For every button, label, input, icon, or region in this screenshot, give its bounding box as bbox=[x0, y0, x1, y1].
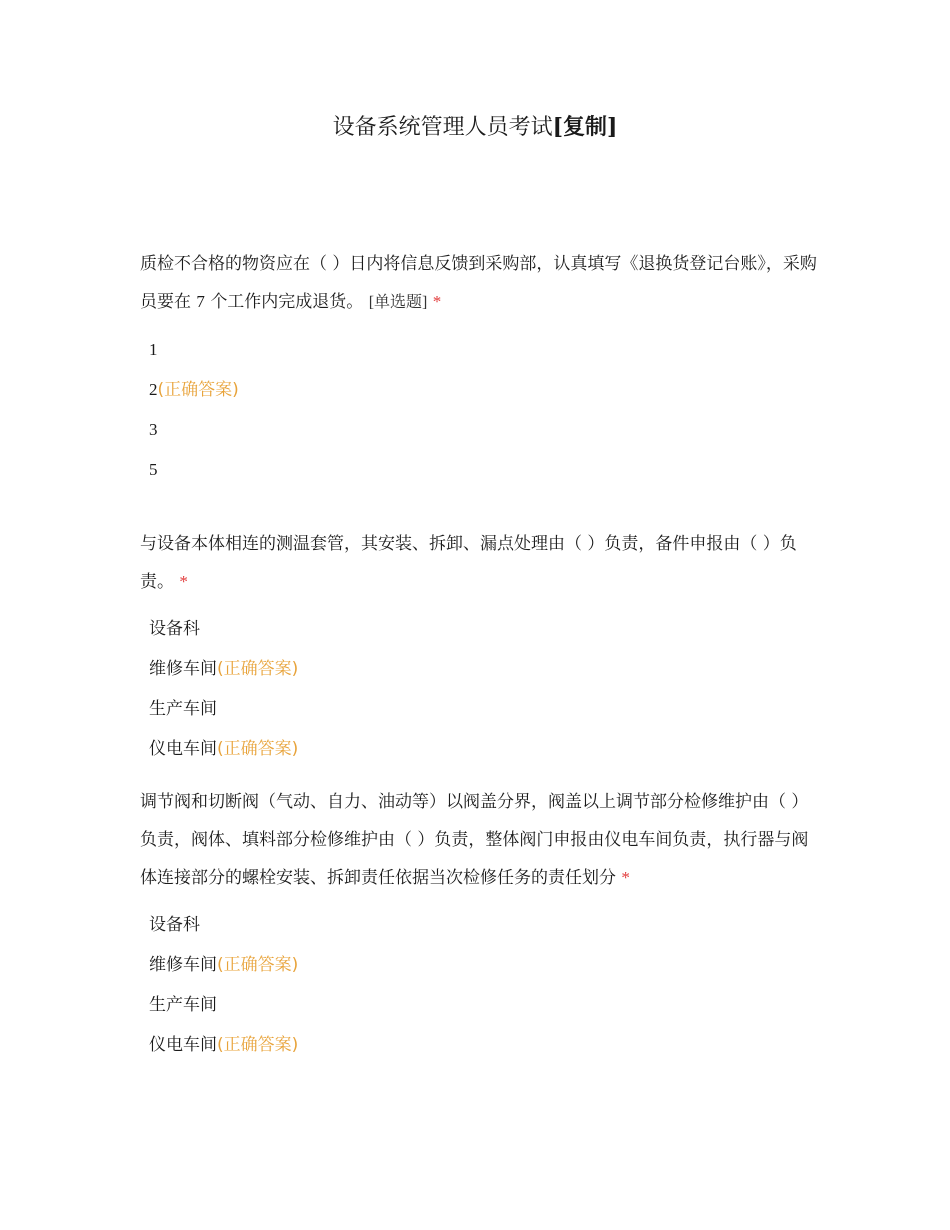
question-2 bbox=[140, 525, 820, 769]
required-mark: * bbox=[621, 868, 630, 887]
correct-answer-tag: (正确答案) bbox=[157, 380, 239, 400]
required-mark: * bbox=[432, 292, 442, 311]
option-item: 2(正确答案) bbox=[149, 380, 239, 400]
option-list bbox=[140, 609, 820, 769]
option-item: 3 bbox=[149, 420, 158, 439]
option-item: 仪电车间(正确答案) bbox=[149, 739, 299, 759]
title-suffix: [复制] bbox=[552, 114, 618, 140]
required-mark: * bbox=[179, 572, 188, 591]
correct-answer-tag: (正确答案) bbox=[217, 1035, 299, 1055]
question-text: 与设备本体相连的测温套管，其安装、拆卸、漏点处理由（ ）负责，备件申报由（ ）负责。 * bbox=[140, 534, 797, 592]
option-item: 1 bbox=[149, 340, 158, 359]
title-text: 设备系统管理人员考试 bbox=[332, 115, 553, 140]
question-text: 质检不合格的物资应在（ ）日内将信息反馈到采购部，认真填写《退换货登记台账》，采购员要在 7 个工作内完成退货。 [单选题] * bbox=[140, 254, 817, 312]
correct-answer-tag: (正确答案) bbox=[217, 659, 299, 679]
question-text: 调节阀和切断阀（气动、自力、油动等）以阀盖分界，阀盖以上调节部分检修维护由（ ）负责，阀体、填料部分检修维护由（ ）负责，整体阀门申报由仪电车间负责，执行器与阀体连接部分的螺栓安装、拆卸责任依据当次检修任务的责任划分 * bbox=[140, 792, 809, 888]
option-item: 仪电车间(正确答案) bbox=[149, 1035, 299, 1055]
correct-answer-tag: (正确答案) bbox=[217, 955, 299, 975]
page-title bbox=[0, 110, 950, 145]
option-item: 设备科 bbox=[149, 619, 200, 639]
option-item: 维修车间(正确答案) bbox=[149, 955, 299, 975]
option-item: 维修车间(正确答案) bbox=[149, 659, 299, 679]
option-item: 生产车间 bbox=[149, 995, 217, 1015]
option-item: 5 bbox=[149, 460, 158, 479]
question-type: [单选题] bbox=[368, 294, 428, 311]
option-list bbox=[140, 905, 820, 1065]
correct-answer-tag: (正确答案) bbox=[217, 739, 299, 759]
option-item: 设备科 bbox=[149, 915, 200, 935]
question-1 bbox=[140, 245, 820, 490]
option-list bbox=[140, 330, 820, 490]
option-item: 生产车间 bbox=[149, 699, 217, 719]
question-3 bbox=[140, 783, 820, 1065]
